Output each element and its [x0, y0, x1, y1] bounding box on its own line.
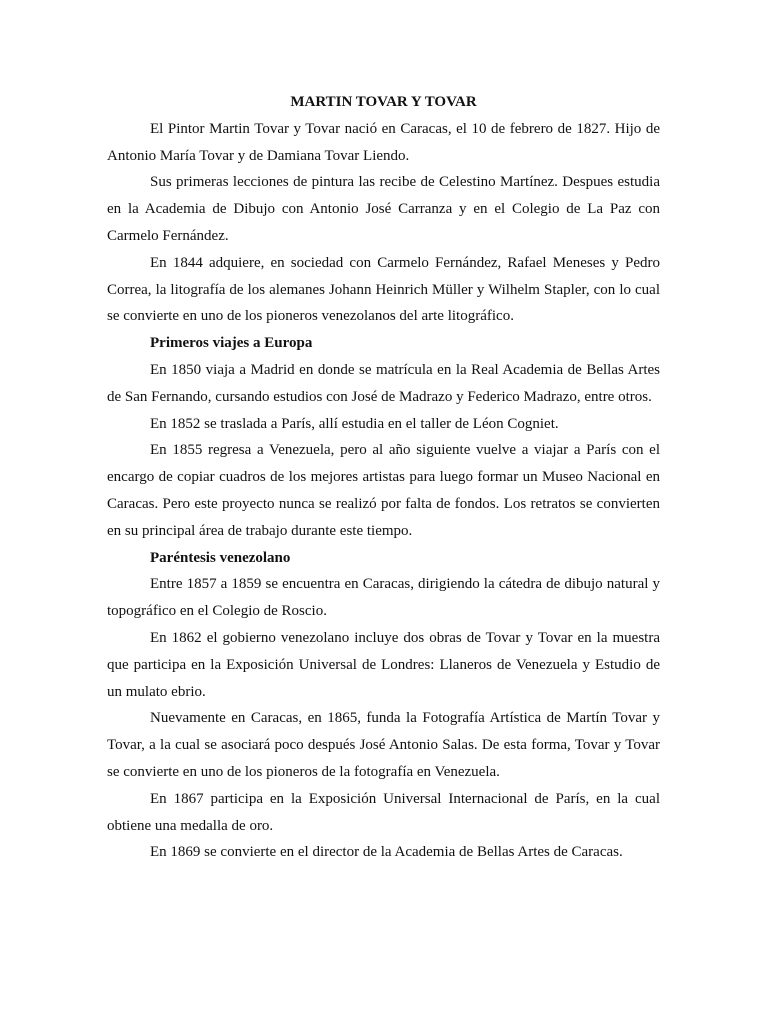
paragraph: Entre 1857 a 1859 se encuentra en Caracas, dirigiendo la cátedra de dibujo natural y topográfico en el Colegio de Roscio. [107, 576, 660, 620]
paragraph: En 1852 se traslada a París, allí estudia en el taller de Léon Cogniet. [150, 415, 559, 432]
section-heading: Paréntesis venezolano [150, 549, 291, 566]
paragraph: En 1867 participa en la Exposición Universal Internacional de París, en la cual obtiene una medalla de oro. [107, 790, 660, 834]
paragraph: En 1855 regresa a Venezuela, pero al año siguiente vuelve a viajar a París con el encargo de copiar cuadros de los mejores artistas para luego formar un Museo Nacional en Caracas. Pero este proyecto nunca se realizó por falta de fondos. Los retratos se convierten en su principal área de trabajo durante este tiempo. [107, 442, 660, 539]
paragraph: En 1850 viaja a Madrid en donde se matrícula en la Real Academia de Bellas Artes de San Fernando, cursando estudios con José de Madrazo y Federico Madrazo, entre otros. [107, 361, 660, 405]
document-body [107, 89, 660, 866]
paragraph: En 1862 el gobierno venezolano incluye dos obras de Tovar y Tovar en la muestra que participa en la Exposición Universal de Londres: Llaneros de Venezuela y Estudio de un mulato ebrio. [107, 629, 660, 700]
section-heading: Primeros viajes a Europa [150, 335, 313, 352]
paragraph: En 1844 adquiere, en sociedad con Carmelo Fernández, Rafael Meneses y Pedro Correa, la litografía de los alemanes Johann Heinrich Müller y Wilhelm Stapler, con lo cual se convierte en uno de los pioneros venezolanos del arte litográfico. [107, 254, 660, 325]
paragraph: En 1869 se convierte en el director de la Academia de Bellas Artes de Caracas. [150, 844, 623, 861]
paragraph: El Pintor Martin Tovar y Tovar nació en Caracas, el 10 de febrero de 1827. Hijo de Antonio María Tovar y de Damiana Tovar Liendo. [107, 120, 660, 164]
paragraph: Nuevamente en Caracas, en 1865, funda la Fotografía Artística de Martín Tovar y Tovar, a la cual se asociará poco después José Antonio Salas. De esta forma, Tovar y Tovar se convierte en uno de los pioneros de la fotografía en Venezuela. [107, 710, 660, 780]
document-title: MARTIN TOVAR Y TOVAR [290, 94, 477, 110]
paragraph: Sus primeras lecciones de pintura las recibe de Celestino Martínez. Despues estudia en la Academia de Dibujo con Antonio José Carranza y en el Colegio de La Paz con Carmelo Fernández. [107, 174, 660, 244]
